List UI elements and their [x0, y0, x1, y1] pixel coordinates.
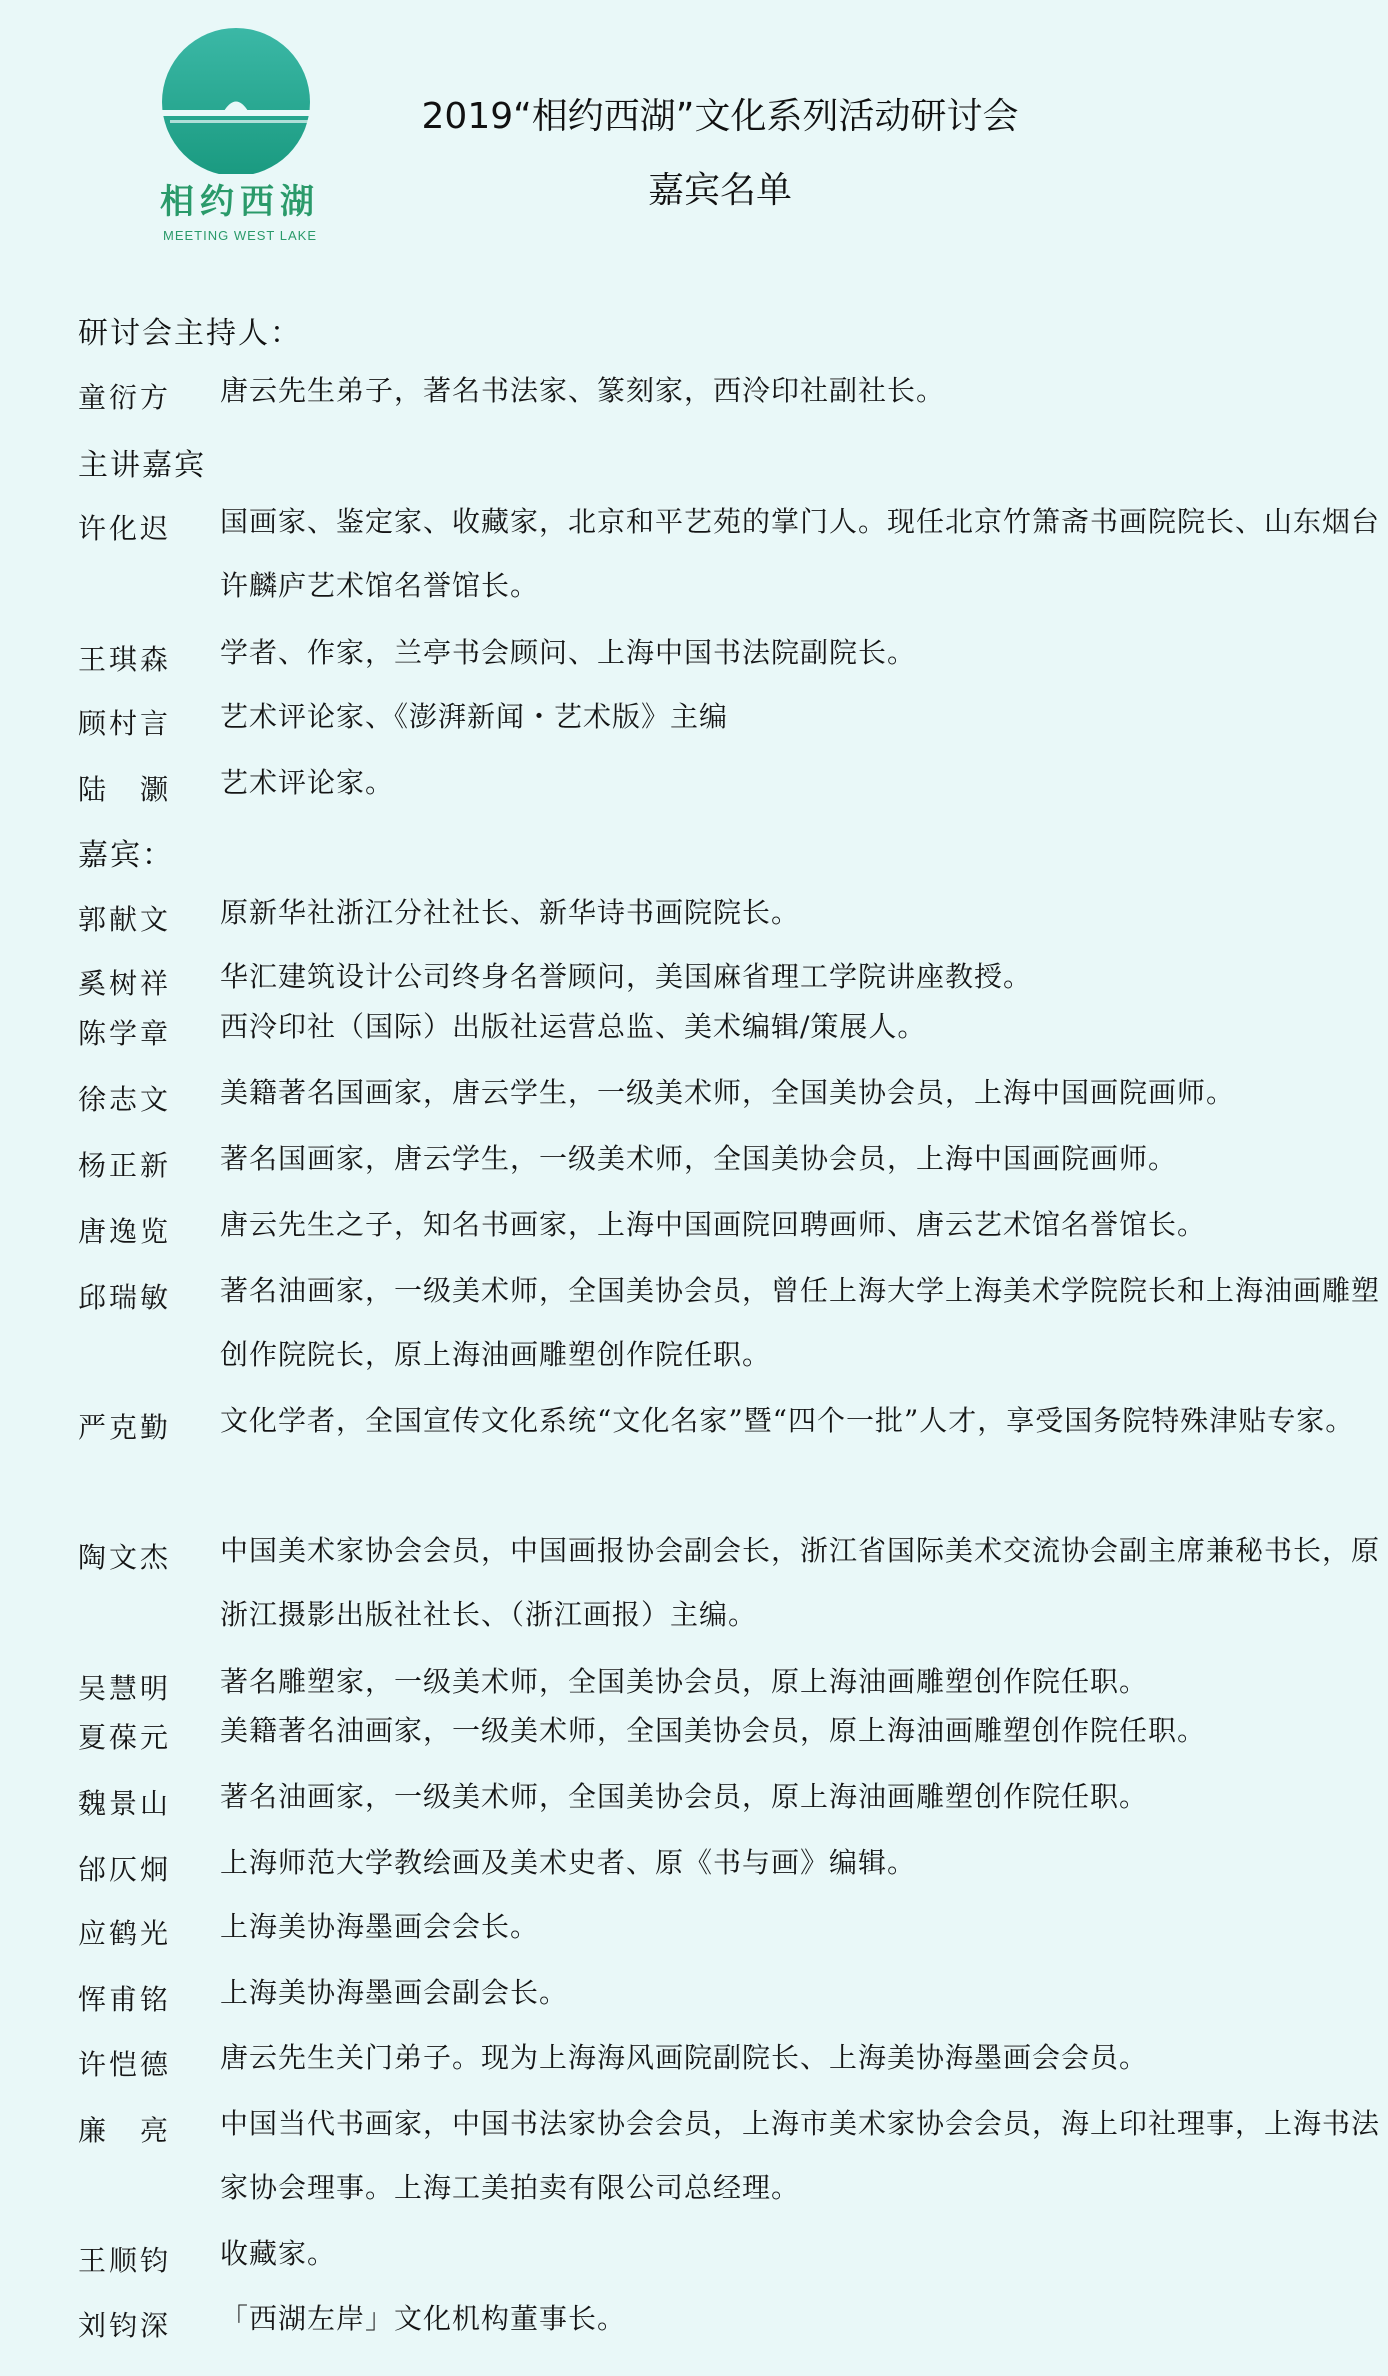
guest-name: 顾村言	[78, 707, 172, 740]
guest-description: 上海美协海墨画会副会长。	[220, 1976, 569, 2009]
page-title: 2019“相约西湖”文化系列活动研讨会	[421, 96, 1019, 137]
guest-description: 上海美协海墨画会会长。	[220, 1910, 540, 1943]
guest-name: 廉 亮	[78, 2114, 172, 2147]
guest-name: 邰仄炯	[78, 1853, 172, 1886]
guest-name: 王顺钧	[78, 2244, 172, 2277]
guest-description: 国画家、鉴定家、收藏家，北京和平艺苑的掌门人。现任北京竹箫斋书画院院长、山东烟台许麟庐艺术馆名誉馆长。	[220, 505, 1381, 602]
logo-subtext: MEETING WEST LAKE	[162, 228, 317, 243]
guest-description: 唐云先生之子，知名书画家，上海中国画院回聘画师、唐云艺术馆名誉馆长。	[220, 1208, 1207, 1241]
guest-name: 应鹤光	[78, 1917, 172, 1950]
guest-name: 吴慧明	[78, 1672, 172, 1705]
section-heading-host: 研讨会主持人：	[78, 316, 302, 351]
guest-description: 著名国画家，唐云学生，一级美术师，全国美协会员，上海中国画院画师。	[220, 1142, 1178, 1175]
guest-name: 魏景山	[78, 1787, 172, 1820]
guest-description: 唐云先生弟子，著名书法家、篆刻家，西泠印社副社长。	[220, 374, 946, 407]
guest-description: 上海师范大学教绘画及美术史者、原《书与画》编辑。	[220, 1846, 917, 1879]
guest-description: 艺术评论家。	[220, 766, 395, 799]
guest-description: 中国当代书画家，中国书法家协会会员，上海市美术家协会会员，海上印社理事，上海书法家协会理事。上海工美拍卖有限公司总经理。	[220, 2107, 1381, 2204]
guest-name: 陶文杰	[78, 1541, 172, 1574]
guest-description: 原新华社浙江分社社长、新华诗书画院院长。	[220, 896, 801, 929]
guest-name: 杨正新	[78, 1149, 172, 1182]
guest-name: 夏葆元	[78, 1721, 172, 1754]
guest-name: 奚树祥	[78, 967, 172, 1000]
guest-name: 王琪森	[78, 643, 172, 676]
guest-description: 华汇建筑设计公司终身名誉顾问，美国麻省理工学院讲座教授。	[220, 960, 1033, 993]
guest-name: 郭献文	[78, 903, 172, 936]
guest-description: 美籍著名国画家，唐云学生，一级美术师，全国美协会员，上海中国画院画师。	[220, 1076, 1236, 1109]
page-subtitle: 嘉宾名单	[647, 170, 792, 211]
section-heading-guests: 嘉宾：	[78, 838, 174, 873]
guest-name: 许化迟	[78, 512, 172, 545]
guest-description: 中国美术家协会会员，中国画报协会副会长，浙江省国际美术交流协会副主席兼秘书长，原浙江摄影出版社社长、（浙江画报）主编。	[220, 1534, 1381, 1631]
guest-description: 著名油画家，一级美术师，全国美协会员，曾任上海大学上海美术学院院长和上海油画雕塑创作院院长，原上海油画雕塑创作院任职。	[220, 1274, 1381, 1371]
guest-description: 著名油画家，一级美术师，全国美协会员，原上海油画雕塑创作院任职。	[220, 1780, 1149, 1813]
guest-name: 刘钧深	[78, 2309, 172, 2342]
guest-name: 徐志文	[78, 1083, 172, 1116]
section-heading-speakers: 主讲嘉宾	[78, 448, 206, 483]
guest-name: 唐逸览	[78, 1215, 172, 1248]
guest-description: 艺术评论家、《澎湃新闻・艺术版》主编	[220, 700, 729, 733]
guest-description: 「西湖左岸」文化机构董事长。	[220, 2302, 627, 2335]
guest-name: 陆 灏	[78, 773, 172, 806]
guest-name: 恽甫铭	[78, 1983, 172, 2016]
guest-description: 学者、作家，兰亭书会顾问、上海中国书法院副院长。	[220, 636, 917, 669]
guest-name: 许恺德	[78, 2048, 172, 2081]
logo-text: 相约西湖	[160, 182, 320, 222]
guest-name: 邱瑞敏	[78, 1281, 172, 1314]
guest-name: 陈学章	[78, 1017, 172, 1050]
guest-name: 严克勤	[78, 1411, 172, 1444]
guest-description: 美籍著名油画家，一级美术师，全国美协会员，原上海油画雕塑创作院任职。	[220, 1714, 1207, 1747]
guest-name: 童衍方	[78, 381, 172, 414]
guest-description: 文化学者，全国宣传文化系统“文化名家”暨“四个一批”人才，享受国务院特殊津贴专家。	[220, 1404, 1355, 1437]
guest-description: 西泠印社（国际）出版社运营总监、美术编辑/策展人。	[220, 1010, 927, 1043]
guest-description: 著名雕塑家，一级美术师，全国美协会员，原上海油画雕塑创作院任职。	[220, 1665, 1149, 1698]
guest-description: 收藏家。	[220, 2237, 337, 2270]
guest-description: 唐云先生关门弟子。现为上海海风画院副院长、上海美协海墨画会会员。	[220, 2041, 1149, 2074]
